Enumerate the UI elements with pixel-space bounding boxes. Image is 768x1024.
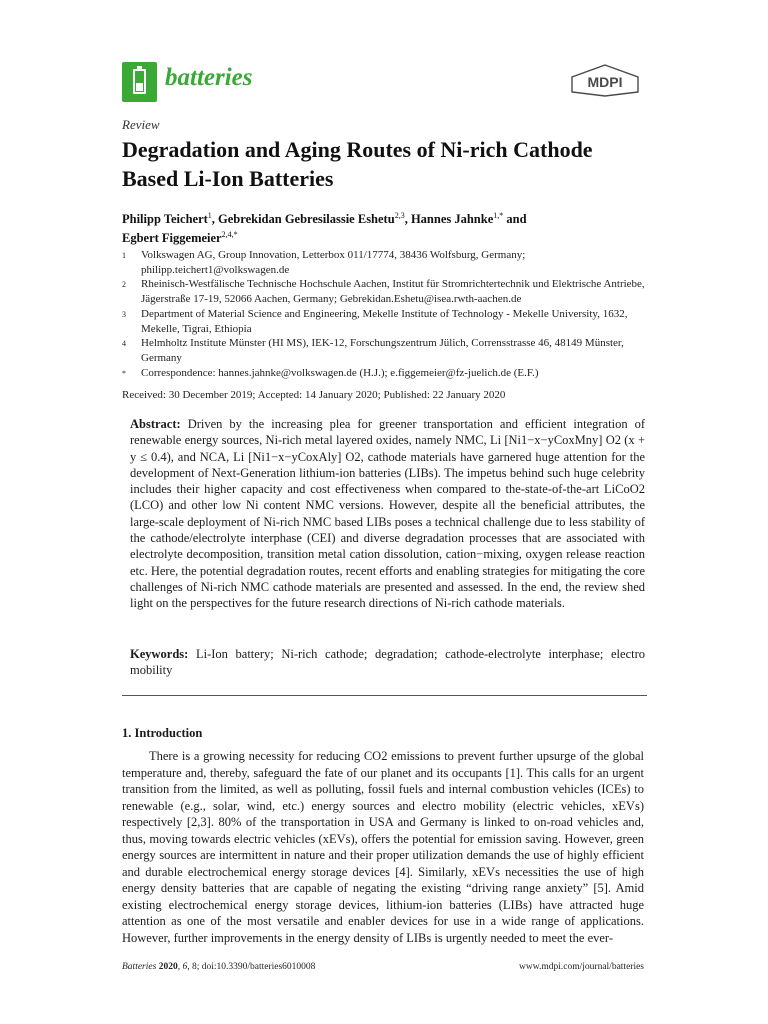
affiliation-text: Rheinisch-Westfälische Technische Hochschule Aachen, Institut für Stromrichtertechnik und Elektrische Antriebe, Jägerstraße 17-19, 52066 Aachen, Germany; Gebrekidan.Eshetu@isea.rwth-aachen.de [141, 278, 645, 306]
citation-footer: Batteries 2020, 6, 8; doi:10.3390/batteries6010008 [122, 962, 316, 972]
author-list [122, 208, 648, 246]
affiliations [122, 248, 648, 381]
keywords-label: Keywords: [130, 647, 189, 661]
author-name: Gebrekidan Gebresilassie Eshetu [218, 212, 395, 227]
mdpi-logo [566, 62, 644, 98]
affiliation-text: Volkswagen AG, Group Innovation, Letterbox 011/17774, 38436 Wolfsburg, Germany; philipp.teichert1@volkswagen.de [141, 249, 526, 276]
abstract-label: Abstract: [130, 417, 181, 431]
affiliation-text: Helmholtz Institute Münster (HI MS), IEK-12, Forschungszentrum Jülich, Corrensstrasse 46, 48149 Münster, Germany [141, 337, 624, 364]
affiliation-text: Correspondence: hannes.jahnke@volkswagen.de (H.J.); e.figgemeier@fz-juelich.de (E.F.) [141, 366, 539, 379]
article-title: Degradation and Aging Routes of Ni-rich Cathode Based Li-Ion Batteries [122, 137, 593, 191]
author-name: Hannes Jahnke [410, 212, 494, 227]
section-heading: 1. Introduction [122, 726, 203, 740]
journal-name: batteries [165, 64, 253, 91]
author-separator: and [503, 212, 527, 227]
affiliation-item [122, 248, 648, 277]
abstract [130, 416, 645, 612]
footer-volume: 6 [182, 962, 188, 972]
footer-year: 2020 [158, 962, 178, 972]
author-name: Philipp Teichert [122, 212, 208, 227]
mdpi-logo-text: MDPI [587, 74, 623, 90]
divider [122, 695, 647, 696]
abstract-text: Driven by the increasing plea for greener transportation and efficient integration of renewable energy sources, Ni-rich metal layered oxides, namely NMC, Li [Ni1−x−yCoxMny] O2 (x + y ≤ 0.4), and NCA, Li [Ni1−x−yCoxAly] O2, cathode materials have garnered huge attention for the development of Next-Generation lithium-ion batteries (LIBs). The impetus behind such huge celebrity includes their higher capacity and cost effectiveness when compared to the-state-of-the-art LiCoO2 (LCO) and other low Ni content NMC versions. However, despite all the beneficial attributes, the large-scale deployment of Ni-rich NMC based LIBs poses a technical challenge due to less stability of the cathode/electrolyte interphase (CEI) and diverse degradation processes that are associated with electrolyte decomposition, transition metal cation dissolution, cation−mixing, oxygen release reaction etc. Here, the potential degradation routes, recent efforts and enabling strategies for mitigating the core challenges of Ni-rich NMC cathode materials are presented and assessed. In the end, the review shed light on the perspectives for the future research directions of Ni-rich cathode materials. [130, 417, 645, 611]
battery-fill [136, 83, 143, 91]
affiliation-item [122, 366, 648, 382]
publication-dates: Received: 30 December 2019; Accepted: 14 January 2020; Published: 22 January 2020 [122, 389, 506, 401]
intro-paragraph: There is a growing necessity for reducing CO2 emissions to prevent further upsurge of the global temperature and, thereby, safeguard the fate of our planet and its occupants [1]. This calls for an urgent transition from the limited, as well as polluting, fossil fuels and internal combustion vehicles (ICEs) to renewable (e.g., solar, wind, etc.) energy sources and electro mobility (electric vehicles, xEVs) respectively [2,3]. 80% of the transportation in USA and Germany is linked to on-road vehicles and, thus, moving towards electric vehicles (xEVs), offers the potential for emission saving. However, green energy sources are intermittent in nature and their proper utilization demands the use of highly efficient and durable electrochemical energy storage devices [4]. Similarly, xEVs necessities the use of high energy density batteries that are capable of negating the existing “driving range anxiety” [5]. Amid existing electrochemical energy storage devices, lithium-ion batteries (LIBs) have attracted huge attention as one of the most versatile and enabler devices for use in a wide range of applications. However, further improvements in the energy density of LIBs is urgently needed to meet the ever- [122, 749, 644, 945]
author-affiliation-marker: 2,3 [394, 211, 405, 220]
article-type: Review [122, 117, 160, 132]
footer-journal: Batteries [122, 962, 157, 972]
author-affiliation-marker: 1,* [493, 211, 504, 220]
affiliation-number: 2 [122, 280, 126, 290]
affiliation-item [122, 336, 648, 365]
journal-logo-icon [122, 62, 157, 102]
author-name: Egbert Figgemeier [122, 231, 222, 246]
author-affiliation-marker: 2,4,* [221, 230, 238, 240]
affiliation-number: 1 [122, 251, 126, 260]
author-separator: , [404, 212, 411, 227]
affiliation-item [122, 277, 648, 306]
keywords-text: Li-Ion battery; Ni-rich cathode; degradation; cathode-electrolyte interphase; electro mobility [130, 647, 645, 678]
footer-doi: , 8; doi:10.3390/batteries6010008 [187, 962, 316, 972]
affiliation-number: * [122, 368, 126, 378]
affiliation-number: 4 [122, 339, 126, 349]
journal-url-link[interactable]: www.mdpi.com/journal/batteries [519, 962, 644, 972]
author-separator: , [211, 212, 219, 227]
affiliation-number: 3 [122, 309, 126, 319]
keywords [130, 646, 645, 679]
affiliation-item [122, 307, 648, 336]
author-affiliation-marker: 1 [207, 211, 212, 220]
affiliation-text: Department of Material Science and Engineering, Mekelle Institute of Technology - Mekelle University, 1632, Mekelle, Tigrai, Ethiopia [141, 307, 628, 335]
